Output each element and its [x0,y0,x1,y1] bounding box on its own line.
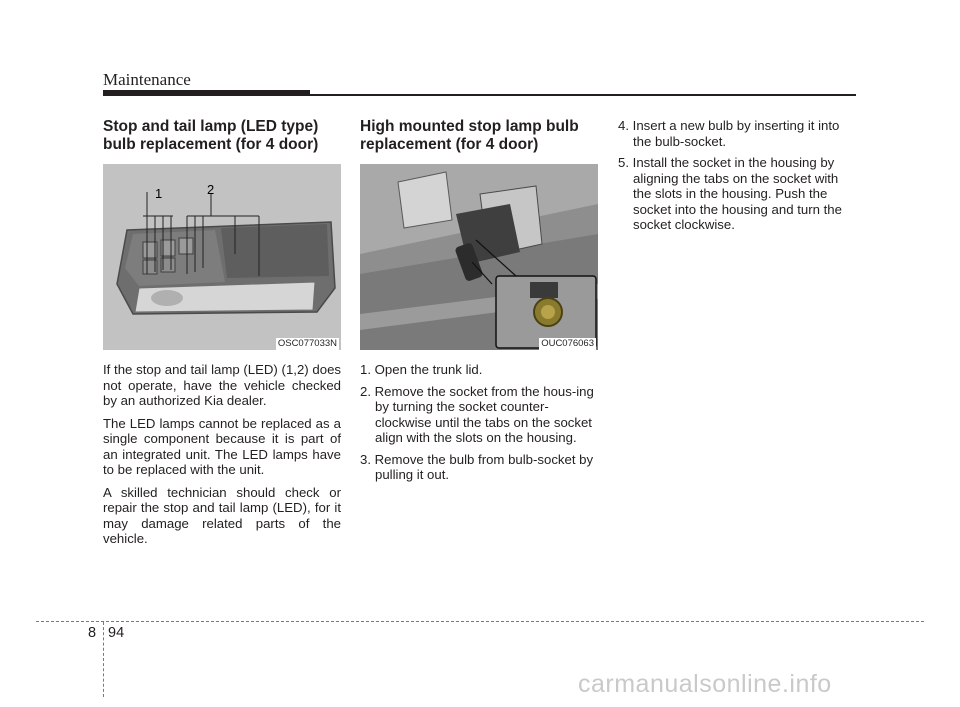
column-steps-continued [618,118,856,239]
list-item: 4. Insert a new bulb by inserting it into the bulb-socket. [618,118,840,149]
paragraph: A skilled technician should check or repair the stop and tail lamp (LED), for it may damage related parts of the vehicle. [103,484,341,546]
watermark: carmanualsonline.info [578,670,832,698]
list-item: 2. Remove the socket from the hous-ing by turning the socket counter-clockwise until the tabs on the socket align with the slots on the housing. [360,383,594,445]
section-heading: High mounted stop lamp bulb replacement (for 4 door) [360,118,579,153]
footer-divider [103,622,104,697]
tail-lamp-illustration [103,164,341,350]
column-high-mount-lamp [360,118,598,489]
figure-code: OSC077033N [277,338,337,349]
list-item: 5. Install the socket in the housing by aligning the tabs on the socket with the slots in the housing. Push the socket into the housing and turn the socket clockwise. [618,155,842,232]
page-number: 94 [108,625,125,641]
header-rule-accent [103,90,310,96]
callout-1: 1 [155,186,163,201]
running-header: Maintenance [103,70,191,89]
tail-lamp-figure [103,164,341,350]
step-list [618,118,856,233]
high-mount-lamp-figure [360,164,598,350]
paragraph: If the stop and tail lamp (LED) (1,2) does not operate, have the vehicle checked by an authorized Kia dealer. [103,362,341,408]
callout-2: 2 [207,182,215,197]
section-number: 8 [88,625,97,641]
figure-code: OUC076063 [541,338,594,349]
step-list [360,362,598,483]
list-item: 1. Open the trunk lid. [360,362,483,377]
section-heading: Stop and tail lamp (LED type) bulb replacement (for 4 door) [103,118,319,153]
list-item: 3. Remove the bulb from bulb-socket by pulling it out. [360,451,594,482]
footer-rule [36,621,924,622]
paragraph: The LED lamps cannot be replaced as a single component because it is part of an integrated unit. The LED lamps have to be replaced with the unit. [103,415,341,477]
high-mount-lamp-illustration [360,164,598,350]
column-tail-lamp [103,118,341,554]
